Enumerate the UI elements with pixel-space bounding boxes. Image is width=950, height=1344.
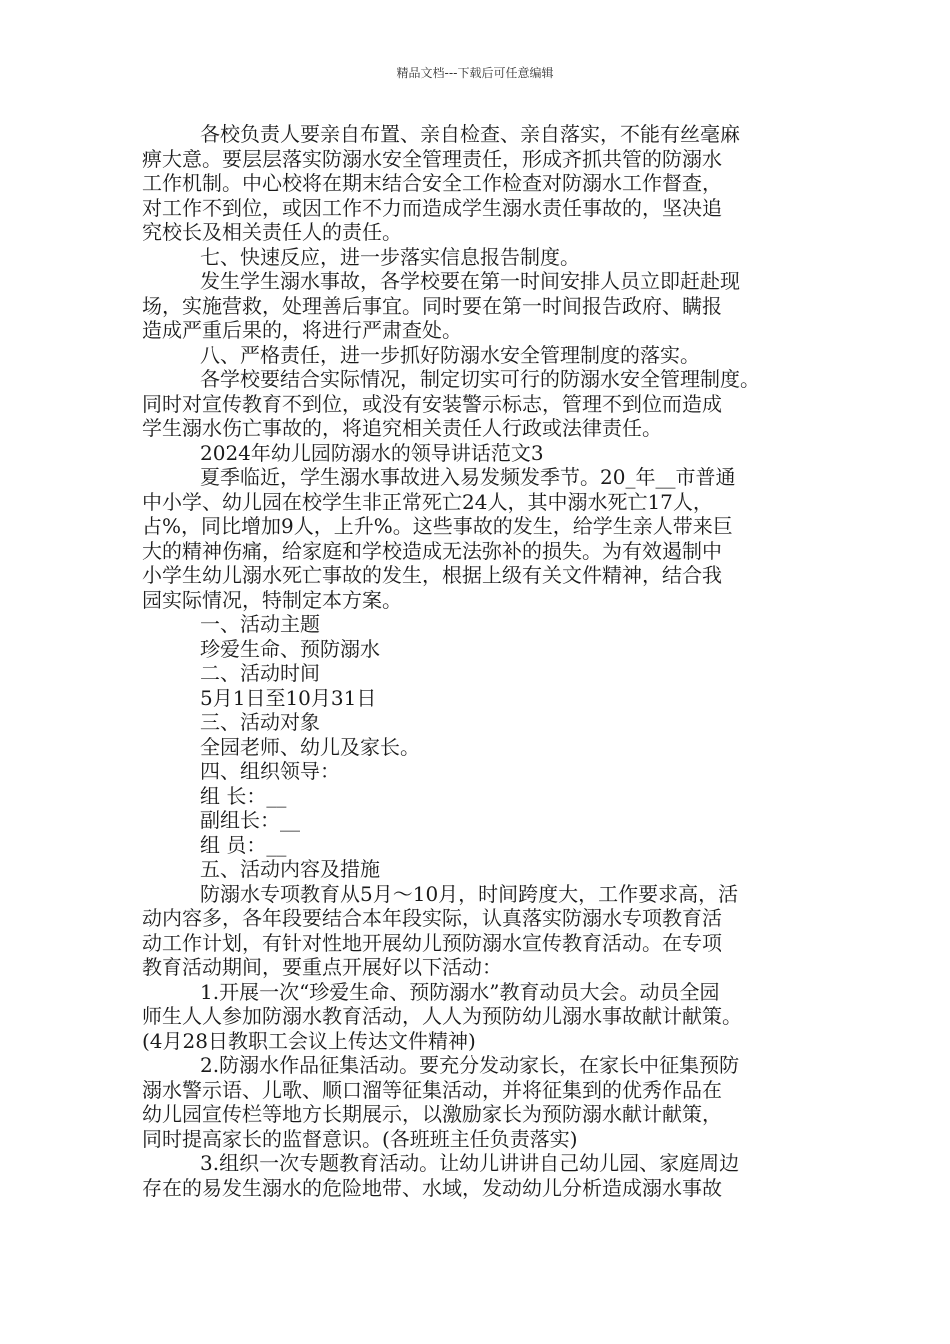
text-line: 园实际情况，特制定本方案。	[142, 587, 402, 612]
text-line: 占%，同比增加9人，上升%。这些事故的发生，给学生亲人带来巨	[142, 514, 733, 538]
text-line: 各学校要结合实际情况，制定切实可行的防溺水安全管理制度。	[200, 367, 760, 391]
text-line: 溺水警示语、儿歌、顺口溜等征集活动，并将征集到的优秀作品在	[142, 1077, 722, 1102]
text-line: 全园老师、幼儿及家长。	[200, 734, 420, 759]
text-line: 同时提高家长的监督意识。(各班班主任负责落实)	[142, 1126, 578, 1151]
text-line: 五、活动内容及措施	[200, 857, 380, 881]
text-line: 各校负责人要亲自布置、亲自检查、亲自落实，不能有丝毫麻	[200, 122, 740, 146]
document-body	[142, 122, 832, 1200]
text-line: 工作机制。中心校将在期末结合安全工作检查对防溺水工作督查，	[142, 171, 722, 195]
text-line: 发生学生溺水事故，各学校要在第一时间安排人员立即赶赴现	[200, 269, 740, 293]
text-line: 师生人人参加防溺水教育活动，人人为预防幼儿溺水事故献计献策。	[142, 1004, 742, 1028]
text-line: 场，实施营救，处理善后事宜。同时要在第一时间报告政府、瞒报	[142, 293, 722, 318]
text-line: 防溺水专项教育从5月～10月，时间跨度大，工作要求高，活	[200, 881, 739, 906]
text-line: 七、快速反应，进一步落实信息报告制度。	[200, 244, 580, 269]
text-line: 组 员：__	[200, 832, 287, 857]
text-line: 大的精神伤痛，给家庭和学校造成无法弥补的损失。为有效遏制中	[142, 538, 722, 563]
text-line: 教育活动期间，要重点开展好以下活动：	[142, 955, 502, 979]
text-line: 中小学、幼儿园在校学生非正常死亡24人，其中溺水死亡17人，	[142, 489, 713, 514]
text-line: 小学生幼儿溺水死亡事故的发生，根据上级有关文件精神，结合我	[142, 563, 722, 587]
text-line: 5月1日至10月31日	[200, 685, 377, 710]
text-line: 痹大意。要层层落实防溺水安全管理责任，形成齐抓共管的防溺水	[142, 146, 722, 171]
text-line: 同时对宣传教育不到位，或没有安装警示标志，管理不到位而造成	[142, 391, 722, 416]
text-line: 对工作不到位，或因工作不力而造成学生溺水责任事故的，坚决追	[142, 195, 722, 220]
text-line: 1.开展一次“珍爱生命、预防溺水”教育动员大会。动员全园	[200, 979, 720, 1004]
text-line: 3.组织一次专题教育活动。让幼儿讲讲自己幼儿园、家庭周边	[200, 1151, 740, 1175]
text-line: 动工作计划，有针对性地开展幼儿预防溺水宣传教育活动。在专项	[142, 930, 722, 955]
text-line: (4月28日教职工会议上传达文件精神)	[142, 1028, 476, 1053]
text-line: 学生溺水伤亡事故的，将追究相关责任人行政或法律责任。	[142, 416, 662, 440]
text-line: 四、组织领导：	[200, 759, 340, 783]
text-line: 造成严重后果的，将进行严肃查处。	[142, 318, 462, 342]
page-header: 精品文档---下载后可任意编辑	[396, 66, 554, 80]
text-line: 副组长：__	[200, 808, 300, 832]
text-line: 2024年幼儿园防溺水的领导讲话范文3	[200, 440, 544, 465]
text-line: 究校长及相关责任人的责任。	[142, 220, 402, 244]
text-line: 珍爱生命、预防溺水	[200, 636, 380, 661]
text-line: 组 长：__	[200, 783, 287, 808]
text-line: 动内容多，各年段要结合本年段实际，认真落实防溺水专项教育活	[142, 906, 722, 930]
text-line: 夏季临近，学生溺水事故进入易发频发季节。20_年__市普通	[200, 465, 736, 489]
text-line: 八、严格责任，进一步抓好防溺水安全管理制度的落实。	[200, 342, 700, 367]
text-line: 二、活动时间	[200, 661, 320, 685]
text-line: 2.防溺水作品征集活动。要充分发动家长，在家长中征集预防	[200, 1053, 740, 1077]
text-line: 幼儿园宣传栏等地方长期展示，以激励家长为预防溺水献计献策，	[142, 1102, 722, 1126]
text-line: 一、活动主题	[200, 612, 320, 636]
text-line: 存在的易发生溺水的危险地带、水域，发动幼儿分析造成溺水事故	[142, 1175, 722, 1200]
text-line: 三、活动对象	[200, 710, 320, 734]
